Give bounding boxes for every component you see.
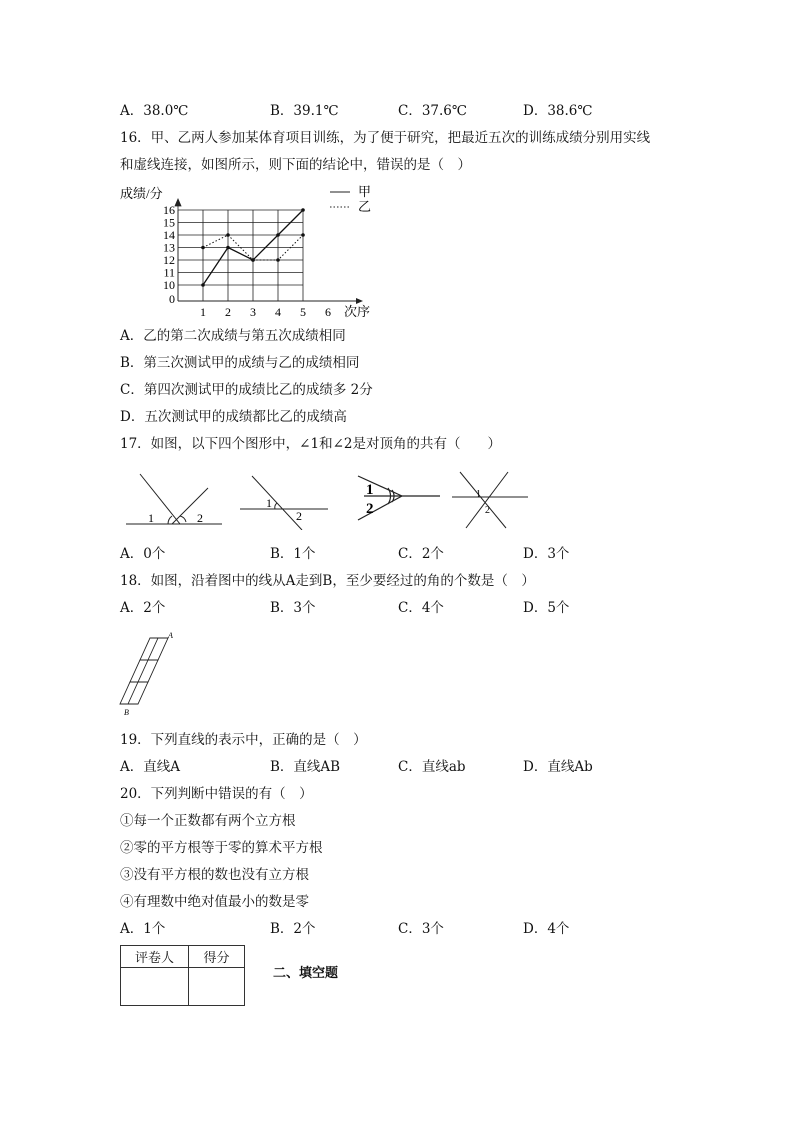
data-point-yi <box>276 258 280 262</box>
q20-item-3: ③没有平方根的数也没有立方根 <box>120 867 309 883</box>
q19-option-a: A．直线A <box>120 759 180 775</box>
q17-option-c: C．2个 <box>398 546 444 562</box>
q18-label-a: A <box>168 631 173 640</box>
q15-option-c: C．37.6℃ <box>398 103 467 119</box>
x-tick-label: 2 <box>225 305 231 319</box>
q15-option-d: D．38.6℃ <box>523 103 593 119</box>
q20-option-a: A．1个 <box>120 921 166 937</box>
chart-y-ticks <box>163 203 175 306</box>
data-point-jia <box>276 233 280 237</box>
chart-x-ticks <box>200 305 331 319</box>
y-tick-label: 15 <box>163 215 175 230</box>
q18-option-b: B．3个 <box>270 600 316 616</box>
q19-option-d: D．直线Ab <box>523 759 593 775</box>
q17-fig2-angle-2: 2 <box>296 509 302 523</box>
q17-fig4-angle-2: 2 <box>485 505 490 516</box>
q16-option-c: C．第四次测试甲的成绩比乙的成绩多 2分 <box>120 382 373 398</box>
score-table-header-score: 得分 <box>189 946 245 968</box>
data-point-jia <box>301 208 305 212</box>
q19-option-b: B．直线AB <box>270 759 341 775</box>
q17-fig3-angle-1: 1 <box>366 482 374 498</box>
q20-item-4: ④有理数中绝对值最小的数是零 <box>120 894 309 910</box>
data-point-jia <box>201 283 205 287</box>
q16-stem-line1: 16．甲、乙两人参加某体育项目训练，为了便于研究，把最近五次的训练成绩分别用实线 <box>120 130 651 146</box>
data-point-jia <box>226 246 230 250</box>
y-axis-arrow <box>175 199 181 206</box>
q17-stem: 17．如图，以下四个图形中，∠1和∠2是对顶角的共有（ ） <box>120 436 501 452</box>
q17-fig1-angle-1: 1 <box>148 511 154 525</box>
x-tick-label: 1 <box>200 305 206 319</box>
x-tick-label: 5 <box>300 305 306 319</box>
chart-grid <box>175 199 303 301</box>
y-tick-label: 10 <box>163 278 175 292</box>
data-point-yi <box>201 246 205 250</box>
q18-option-c: C．4个 <box>398 600 444 616</box>
q17-figure-2 <box>240 476 328 530</box>
q17-fig1-angle-2: 2 <box>197 511 203 525</box>
q16-option-b: B．第三次测试甲的成绩与乙的成绩相同 <box>120 355 360 371</box>
y-tick-label: 11 <box>163 265 175 280</box>
chart-xlabel: 次序 <box>344 304 371 319</box>
q19-option-c: C．直线ab <box>398 759 466 775</box>
data-point-yi <box>226 233 230 237</box>
q20-option-b: B．2个 <box>270 921 316 937</box>
y-tick-label: 12 <box>163 253 175 267</box>
chart-legend <box>330 184 371 214</box>
q20-item-2: ②零的平方根等于零的算术平方根 <box>120 840 323 856</box>
y-tick-label: 16 <box>163 203 175 217</box>
q17-figure-4 <box>452 472 528 528</box>
q17-figures <box>120 466 540 530</box>
q15-option-a: A．38.0℃ <box>120 103 189 119</box>
q17-option-d: D．3个 <box>523 546 570 562</box>
q20-item-1: ①每一个正数都有两个立方根 <box>120 813 296 829</box>
legend-label-yi: 乙 <box>358 199 372 214</box>
x-tick-label: 6 <box>325 305 331 319</box>
q19-stem: 19．下列直线的表示中，正确的是（ ） <box>120 732 367 748</box>
score-table <box>120 945 245 1006</box>
q16-option-a: A．乙的第二次成绩与第五次成绩相同 <box>120 328 346 344</box>
chart-ylabel: 成绩/分 <box>120 186 163 201</box>
legend-label-jia: 甲 <box>358 184 372 199</box>
x-tick-label: 3 <box>250 305 256 319</box>
y-tick-label: 14 <box>163 228 175 242</box>
q17-fig2-angle-1: 1 <box>266 496 272 510</box>
q20-option-d: D．4个 <box>523 921 570 937</box>
x-tick-label: 4 <box>275 305 281 319</box>
q15-option-b: B．39.1℃ <box>270 103 339 119</box>
q20-stem: 20．下列判断中错误的有（ ） <box>120 786 313 802</box>
data-point-yi <box>301 233 305 237</box>
y-tick-label: 0 <box>169 292 175 306</box>
y-tick-label: 13 <box>163 240 175 255</box>
q18-label-b: B <box>124 708 129 717</box>
q17-figure-1 <box>126 474 222 524</box>
score-table-grader-cell[interactable] <box>121 968 189 1006</box>
q16-option-d: D．五次测试甲的成绩都比乙的成绩高 <box>120 409 347 425</box>
q16-stem-line2: 和虚线连接，如图所示，则下面的结论中，错误的是（ ） <box>120 157 471 173</box>
q18-parallelogram-path-figure <box>118 630 188 722</box>
q18-option-a: A．2个 <box>120 600 166 616</box>
q18-option-d: D．5个 <box>523 600 570 616</box>
score-table-score-cell[interactable] <box>189 968 245 1006</box>
q17-fig3-angle-2: 2 <box>366 501 374 517</box>
q17-option-b: B．1个 <box>270 546 316 562</box>
q17-fig4-angle-1: 1 <box>476 489 481 500</box>
q20-option-c: C．3个 <box>398 921 444 937</box>
q16-line-chart <box>118 182 378 322</box>
section-title: 二、填空题 <box>273 966 339 981</box>
score-table-header-grader: 评卷人 <box>121 946 189 968</box>
q18-stem: 18．如图，沿着图中的线从A走到B，至少要经过的角的个数是（ ） <box>120 573 535 589</box>
q17-option-a: A．0个 <box>120 546 166 562</box>
data-point-yi <box>251 258 255 262</box>
